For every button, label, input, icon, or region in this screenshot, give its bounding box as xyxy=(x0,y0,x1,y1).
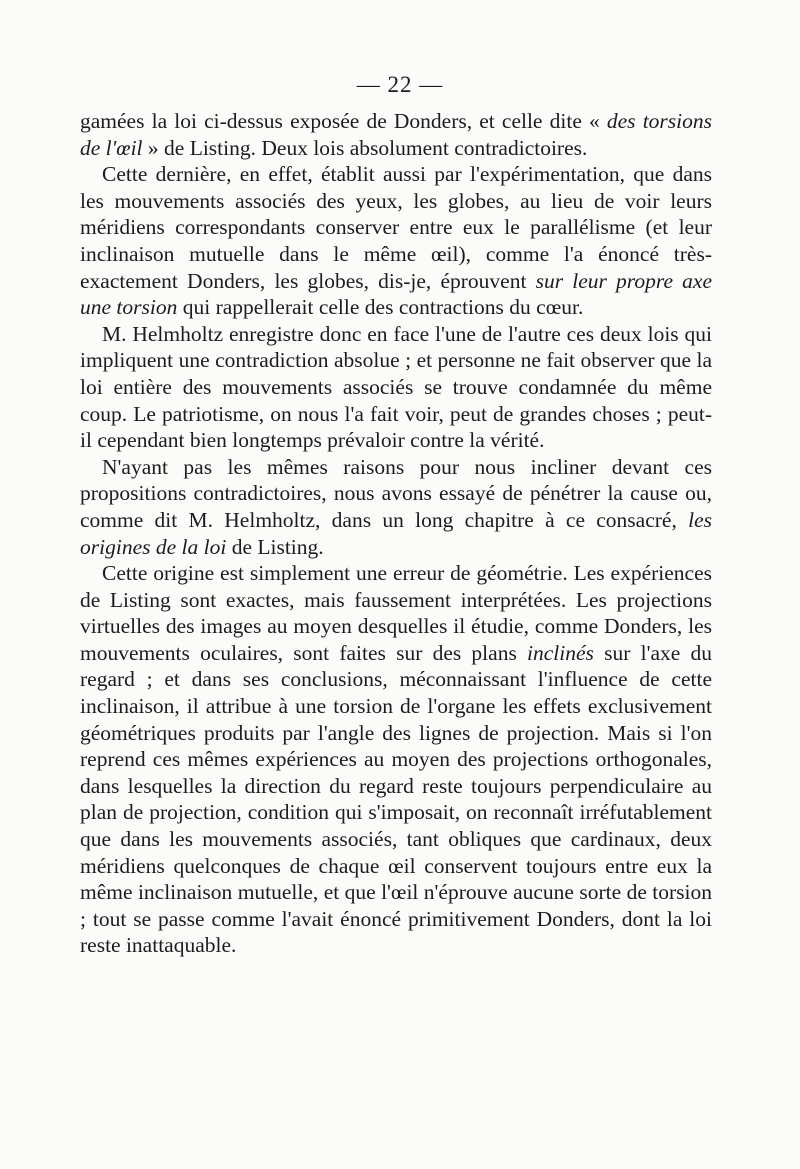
paragraph xyxy=(80,321,712,454)
text-run: gamées la loi ci-dessus exposée de Donders, et celle dite « xyxy=(80,109,607,133)
text-run: M. Helmholtz enregistre donc en face l'une de l'autre ces deux lois qui impliquent une contradiction absolue ; et personne ne fait observer que la loi entière des mouvements associés se trouve condamnée du même coup. Le patriotisme, on nous l'a fait voir, peut de grandes choses ; peut-il cependant bien longtemps prévaloir contre la vérité. xyxy=(80,321,712,453)
text-run: N'ayant pas les mêmes raisons pour nous incliner devant ces propositions contradictoires, nous avons essayé de pénétrer la cause ou, comme dit M. Helmholtz, dans un long chapitre à ce consacré, xyxy=(80,454,712,532)
text-run: qui rappellerait celle des contractions du cœur. xyxy=(177,295,584,320)
paragraph xyxy=(80,161,712,321)
text-run: de Listing. xyxy=(226,534,324,559)
body-text xyxy=(80,108,712,959)
italic-phrase: des torsions de l'œil xyxy=(80,109,712,160)
italic-phrase: les origines de la loi xyxy=(80,507,712,559)
paragraph xyxy=(80,454,712,560)
paragraph xyxy=(80,560,712,959)
text-run: » de Listing. Deux lois absolument contradictoires. xyxy=(142,135,588,160)
paragraph xyxy=(80,108,712,161)
text-run: sur l'axe du regard ; et dans ses conclusions, méconnaissant l'influence de cette inclinaison, il attribue à une torsion de l'organe les effets exclusivement géométriques produits par l'angle des lignes de projection. Mais si l'on reprend ces mêmes expériences au moyen des projections orthogonales, dans lesquelles la direction du regard reste toujours perpendiculaire au plan de projection, condition qui s'imposait, on reconnaît irréfutablement que dans les mouvements associés, tant obliques que cardinaux, deux méridiens quelconques de chaque œil conservent toujours entre eux la même inclinaison mutuelle, et que l'œil n'éprouve aucune sorte de torsion ; tout se passe comme l'avait énoncé primitivement Donders, dont la loi reste inattaquable. xyxy=(80,640,712,958)
text-run: Cette dernière, en effet, établit aussi par l'expérimentation, que dans les mouvements associés des yeux, les globes, au lieu de voir leurs méridiens correspondants conserver entre eux le parallélisme (et leur inclinaison mutuelle dans le même œil), comme l'a énoncé très-exactement Donders, les globes, dis-je, éprouvent xyxy=(80,162,712,293)
italic-phrase: sur leur propre axe une torsion xyxy=(80,268,712,320)
italic-phrase: inclinés xyxy=(527,640,594,665)
text-run: Cette origine est simplement une erreur de géométrie. Les expériences de Listing sont exactes, mais faussement interprétées. Les projections virtuelles des images au moyen desquelles il étudie, comme Donders, les mouvements oculaires, sont faites sur des plans xyxy=(80,561,712,665)
page-number: — 22 — xyxy=(356,72,444,97)
